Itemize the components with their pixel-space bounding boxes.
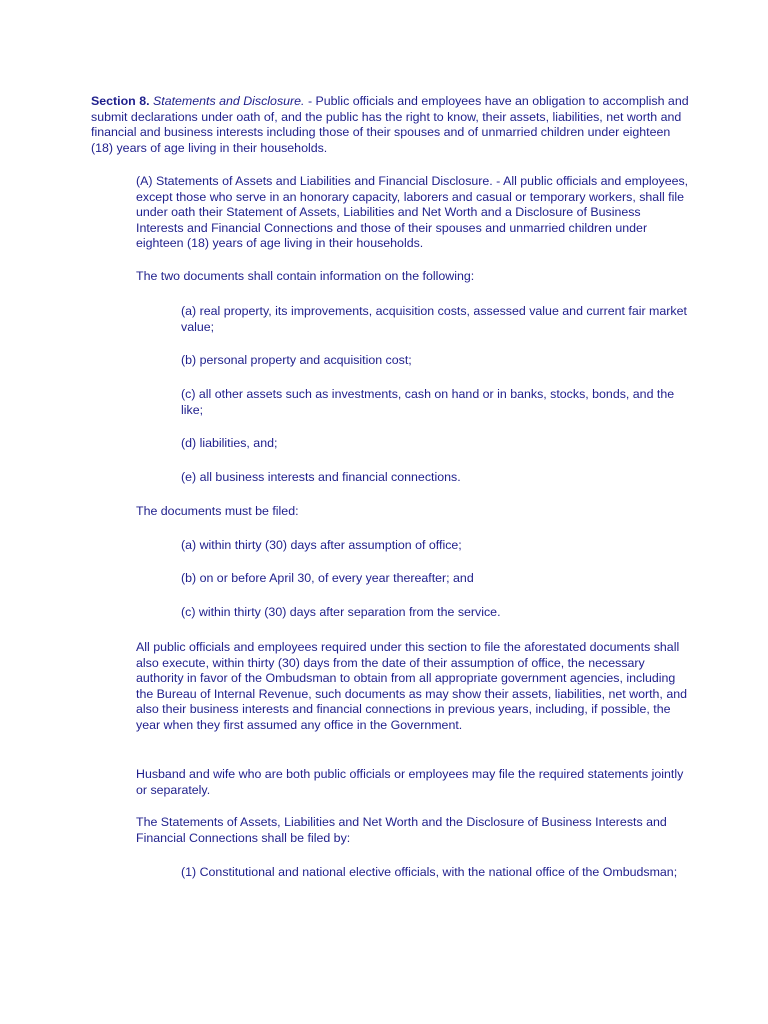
filing-intro: The documents must be filed: — [136, 504, 299, 518]
filing-item: (b) on or before April 30, of every year thereafter; and — [181, 571, 474, 585]
filed-by-item: (1) Constitutional and national elective officials, with the national office of the Ombudsman; — [181, 865, 678, 879]
filing-item: (c) within thirty (30) days after separation from the service. — [181, 605, 501, 619]
contents-intro: The two documents shall contain information on the following: — [136, 269, 475, 283]
filed-by-intro: The Statements of Assets, Liabilities and Net Worth and the Disclosure of Business Interests and Financial Connections shall be filed by: — [136, 815, 667, 845]
section-intro-text: - Public officials and employees have an obligation to accomplish and submit declarations under oath of, and the public has the right to know, their assets, liabilities, net worth and financial and business interests including those of their spouses and of unmarried children under eighteen (18) years of age living in their households. — [91, 94, 689, 155]
joint-filing-paragraph: Husband and wife who are both public officials or employees may file the required statements jointly or separately. — [136, 767, 684, 797]
contents-item: (a) real property, its improvements, acquisition costs, assessed value and current fair market value; — [181, 304, 687, 334]
section-heading: Section 8. — [91, 94, 150, 108]
contents-item: (b) personal property and acquisition cost; — [181, 353, 412, 367]
section-title: Statements and Disclosure. — [152, 94, 305, 108]
authority-paragraph: All public officials and employees required under this section to file the aforestated documents shall also execute, within thirty (30) days from the date of their assumption of office, the necessary authority in favor of the Ombudsman to obtain from all appropriate government agencies, including the Bureau of Internal Revenue, such documents as may show their assets, liabilities, net worth, and also their business interests and financial connections in previous years, including, if possible, the year when they first assumed any office in the Government. — [136, 640, 687, 732]
filing-item: (a) within thirty (30) days after assumption of office; — [181, 538, 462, 552]
contents-item: (e) all business interests and financial connections. — [181, 470, 461, 484]
subsection-a-paragraph: (A) Statements of Assets and Liabilities and Financial Disclosure. - All public officials and employees, except those who serve in an honorary capacity, laborers and casual or temporary workers, shall file under oath their Statement of Assets, Liabilities and Net Worth and a Disclosure of Business Interests and Financial Connections and those of their spouses and unmarried children under eighteen (18) years of age living in their households. — [136, 174, 689, 251]
contents-item: (d) liabilities, and; — [181, 436, 278, 450]
contents-item: (c) all other assets such as investments, cash on hand or in banks, stocks, bonds, and the like; — [181, 387, 675, 417]
section-intro-paragraph — [91, 94, 691, 156]
